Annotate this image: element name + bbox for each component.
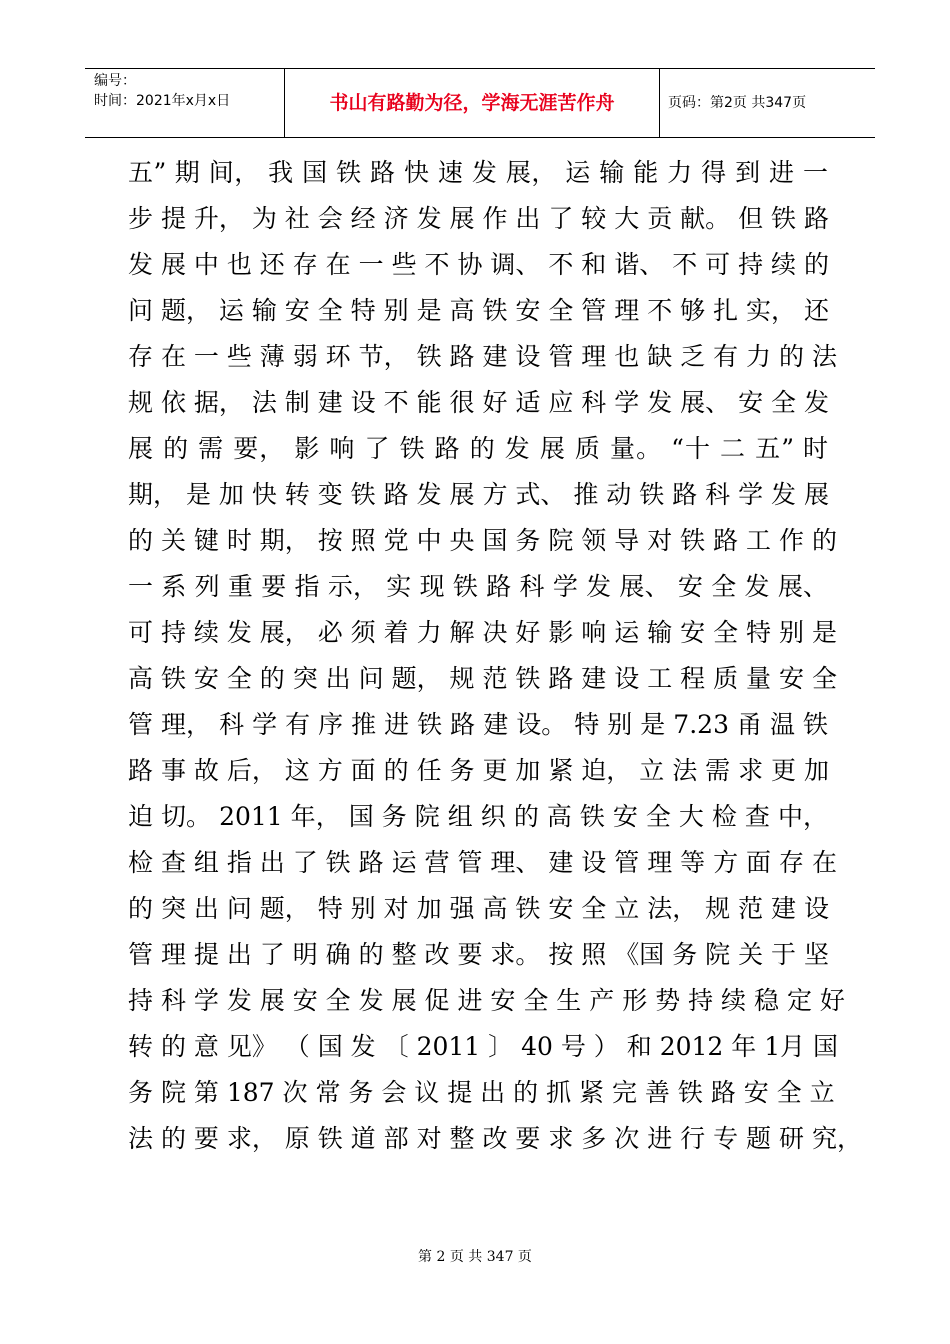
body-line: 转 的 意 见》 （ 国 发 〔 2011 〕 40 号 ） 和 2012 年 1月 国 (128, 1032, 839, 1061)
header-motto: 书山有路勤为径，学海无涯苦作舟 (329, 92, 615, 114)
body-line: 管 理， 科 学 有 序 推 进 铁 路 建 设。 特 别 是 7.23 甬 温 铁 (128, 710, 828, 739)
body-line: 一 系 列 重 要 指 示， 实 现 铁 路 科 学 发 展、 安 全 发 展、 (128, 572, 828, 601)
body-line: 步 提 升， 为 社 会 经 济 发 展 作 出 了 较 大 贡 献。 但 铁 路 (128, 204, 829, 233)
body-line: 发 展 中 也 还 存 在 一 些 不 协 调、 不 和 谐、 不 可 持 续 的 (128, 250, 829, 279)
body-line: 的 关 键 时 期， 按 照 党 中 央 国 务 院 领 导 对 铁 路 工 作 的 (128, 526, 837, 555)
document-number-label: 编号： (94, 73, 136, 89)
page-footer: 第 2 页 共 347 页 (418, 1249, 532, 1265)
body-line: 管 理 提 出 了 明 确 的 整 改 要 求。 按 照 《国 务 院 关 于 坚 (128, 940, 829, 969)
body-line: 规 依 据， 法 制 建 设 不 能 很 好 适 应 科 学 发 展、 安 全 发 (128, 388, 829, 417)
header-motto-cell (285, 69, 660, 137)
document-time-label: 时间：2021年x月x日 (94, 93, 231, 109)
body-line: 检 查 组 指 出 了 铁 路 运 营 管 理、 建 设 管 理 等 方 面 存 在 (128, 848, 837, 877)
body-line: 高 铁 安 全 的 突 出 问 题， 规 范 铁 路 建 设 工 程 质 量 安 全 (128, 664, 837, 693)
body-line: 法 的 要 求， 原 铁 道 部 对 整 改 要 求 多 次 进 行 专 题 研 究， (128, 1124, 862, 1153)
body-line: 的 突 出 问 题， 特 别 对 加 强 高 铁 安 全 立 法， 规 范 建 设 (128, 894, 829, 923)
body-line: 可 持 续 发 展， 必 须 着 力 解 决 好 影 响 运 输 安 全 特 别 是 (128, 618, 837, 647)
body-line: 迫 切。 2011 年， 国 务 院 组 织 的 高 铁 安 全 大 检 查 中， (128, 802, 828, 831)
body-line: 期， 是 加 快 转 变 铁 路 发 展 方 式、 推 动 铁 路 科 学 发 展 (128, 480, 829, 509)
document-body (128, 150, 862, 1162)
header-page-cell (660, 69, 875, 137)
body-line: 存 在 一 些 薄 弱 环 节， 铁 路 建 设 管 理 也 缺 乏 有 力 的 法 (128, 342, 837, 371)
header-meta-cell (85, 69, 285, 137)
body-line: 展 的 需 要， 影 响 了 铁 路 的 发 展 质 量。 “十 二 五” 时 (128, 434, 828, 463)
page-header (85, 68, 875, 138)
header-page-info: 页码：第2页 共347页 (668, 95, 807, 111)
body-line: 持 科 学 发 展 安 全 发 展 促 进 安 全 生 产 形 势 持 续 稳 定 好 (128, 986, 845, 1015)
body-line: 路 事 故 后， 这 方 面 的 任 务 更 加 紧 迫， 立 法 需 求 更 加 (128, 756, 829, 785)
body-line: 务 院 第 187 次 常 务 会 议 提 出 的 抓 紧 完 善 铁 路 安 全 立 (128, 1078, 835, 1107)
body-line: 问 题， 运 输 安 全 特 别 是 高 铁 安 全 管 理 不 够 扎 实， 还 (128, 296, 829, 325)
body-line: 五” 期 间， 我 国 铁 路 快 速 发 展， 运 输 能 力 得 到 进 一 (128, 158, 828, 187)
